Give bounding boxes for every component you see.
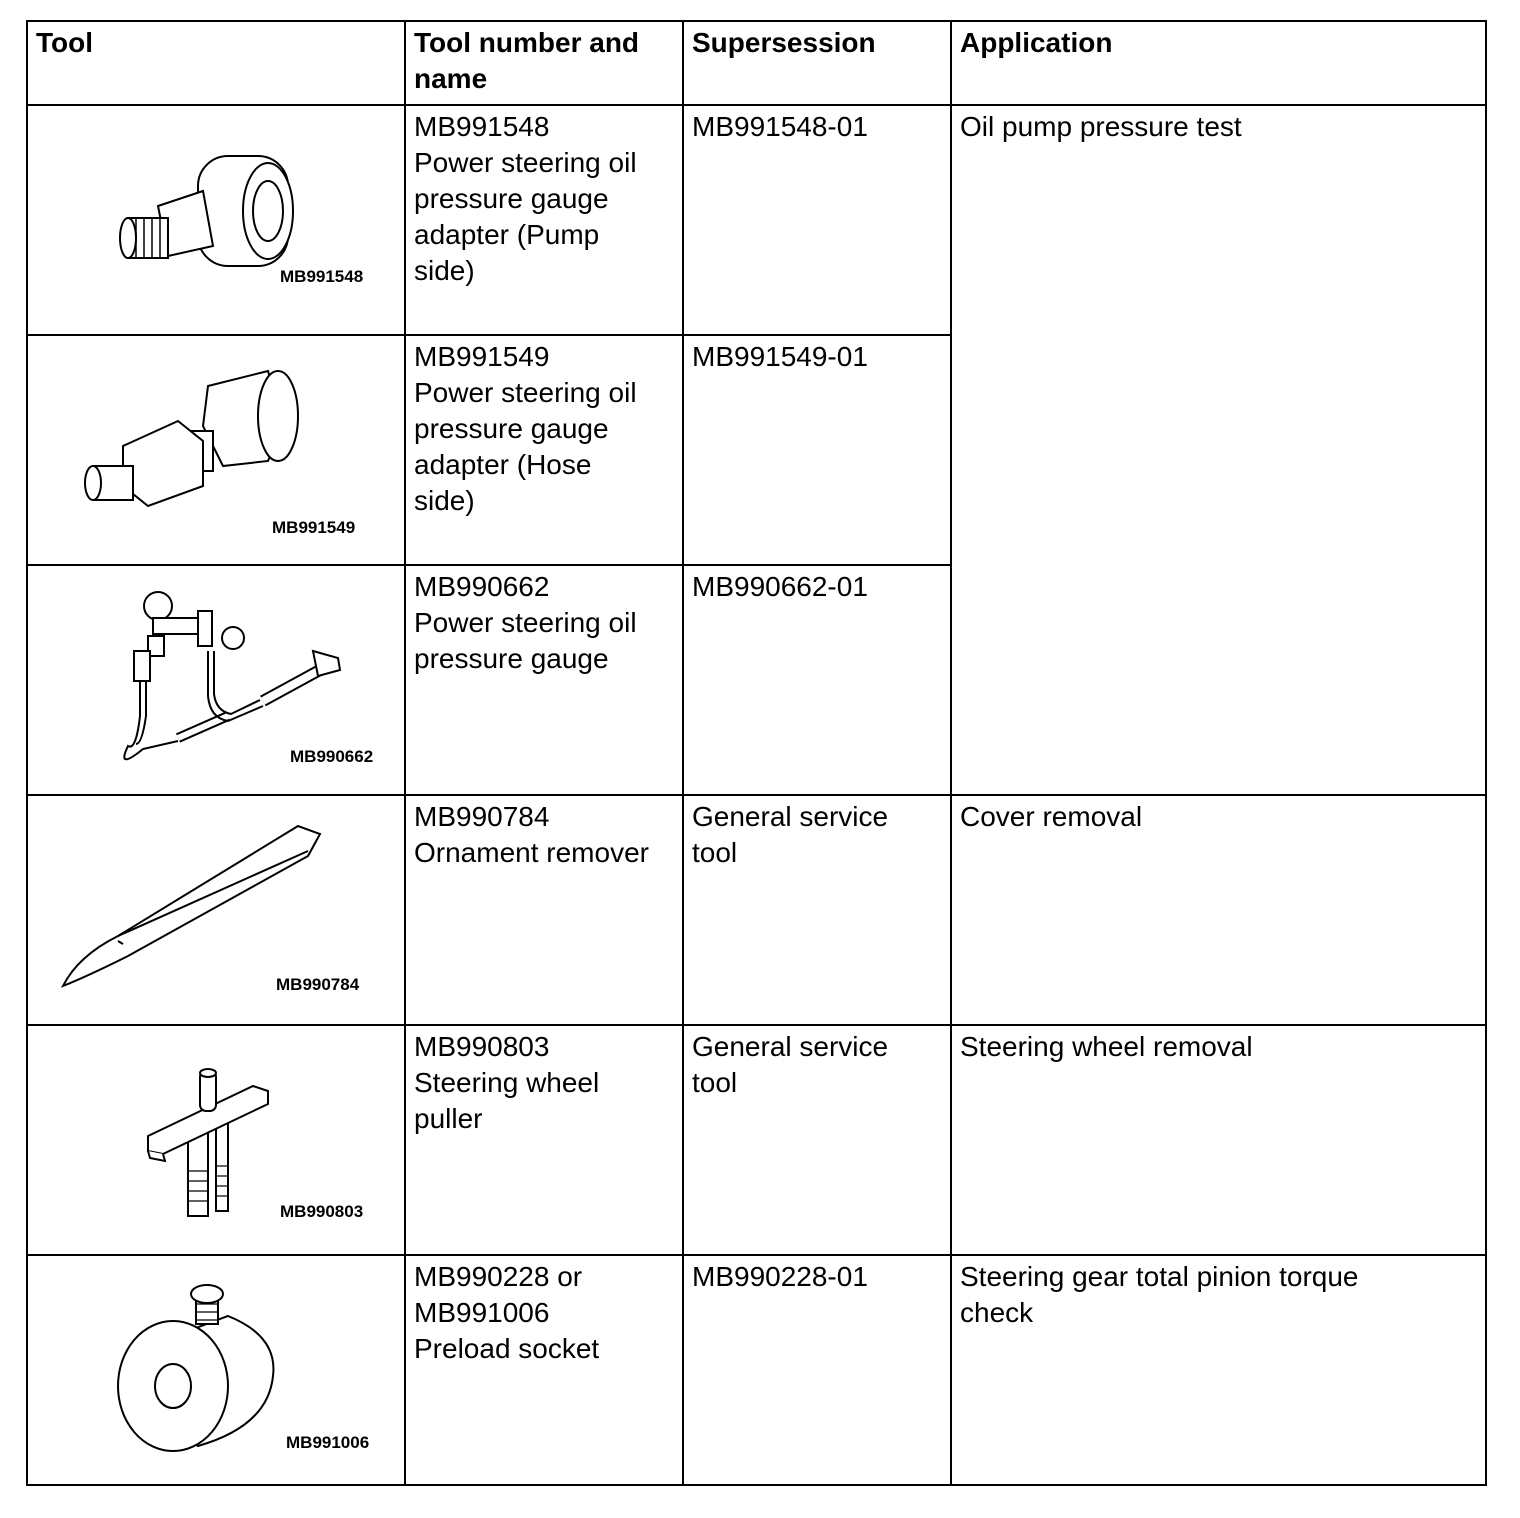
tool-number-name: MB991548 Power steering oil pressure gauge adapter (Pump side) <box>405 105 683 335</box>
table-row <box>27 1025 1486 1255</box>
hose-side-adapter-icon <box>28 336 406 564</box>
tool-image-label: MB991549 <box>272 518 356 537</box>
tool-application: Steering wheel removal <box>951 1025 1486 1255</box>
tool-image-cell <box>27 1025 405 1255</box>
tool-image-cell <box>27 565 405 795</box>
tool-number-name: MB990803 Steering wheel puller <box>405 1025 683 1255</box>
pump-side-adapter-icon <box>28 106 406 334</box>
tool-image-cell <box>27 105 405 335</box>
tool-number-name: MB991549 Power steering oil pressure gauge adapter (Hose side) <box>405 335 683 565</box>
table-row <box>27 105 1486 335</box>
tool-image-cell <box>27 795 405 1025</box>
ornament-remover-icon <box>28 796 406 1024</box>
tool-image-label: MB990784 <box>276 975 360 994</box>
header-tool: Tool <box>27 21 405 105</box>
tool-supersession: MB990662-01 <box>683 565 951 795</box>
header-row <box>27 21 1486 105</box>
tool-supersession: General service tool <box>683 1025 951 1255</box>
header-number-name: Tool number and name <box>405 21 683 105</box>
header-application: Application <box>951 21 1486 105</box>
tool-number-name: MB990784 Ornament remover <box>405 795 683 1025</box>
table-row <box>27 1255 1486 1485</box>
tool-number-name: MB990662 Power steering oil pressure gauge <box>405 565 683 795</box>
tool-image-label: MB990803 <box>280 1202 364 1221</box>
tool-supersession: MB991549-01 <box>683 335 951 565</box>
tool-supersession: MB991548-01 <box>683 105 951 335</box>
tool-application: Steering gear total pinion torque check <box>951 1255 1486 1485</box>
tool-application: Cover removal <box>951 795 1486 1025</box>
tool-image-cell <box>27 1255 405 1485</box>
tool-image-label: MB990662 <box>290 747 374 766</box>
tool-supersession: General service tool <box>683 795 951 1025</box>
steering-wheel-puller-icon <box>28 1026 406 1254</box>
tool-image-cell <box>27 335 405 565</box>
tool-supersession: MB990228-01 <box>683 1255 951 1485</box>
tool-application: Oil pump pressure test <box>951 105 1486 795</box>
header-supersession: Supersession <box>683 21 951 105</box>
table-row <box>27 795 1486 1025</box>
special-tools-table <box>26 20 1487 1486</box>
tool-image-label: MB991548 <box>280 267 364 286</box>
tool-number-name: MB990228 or MB991006 Preload socket <box>405 1255 683 1485</box>
pressure-gauge-icon <box>28 566 406 794</box>
tool-image-label: MB991006 <box>286 1433 370 1452</box>
preload-socket-icon <box>28 1256 406 1484</box>
